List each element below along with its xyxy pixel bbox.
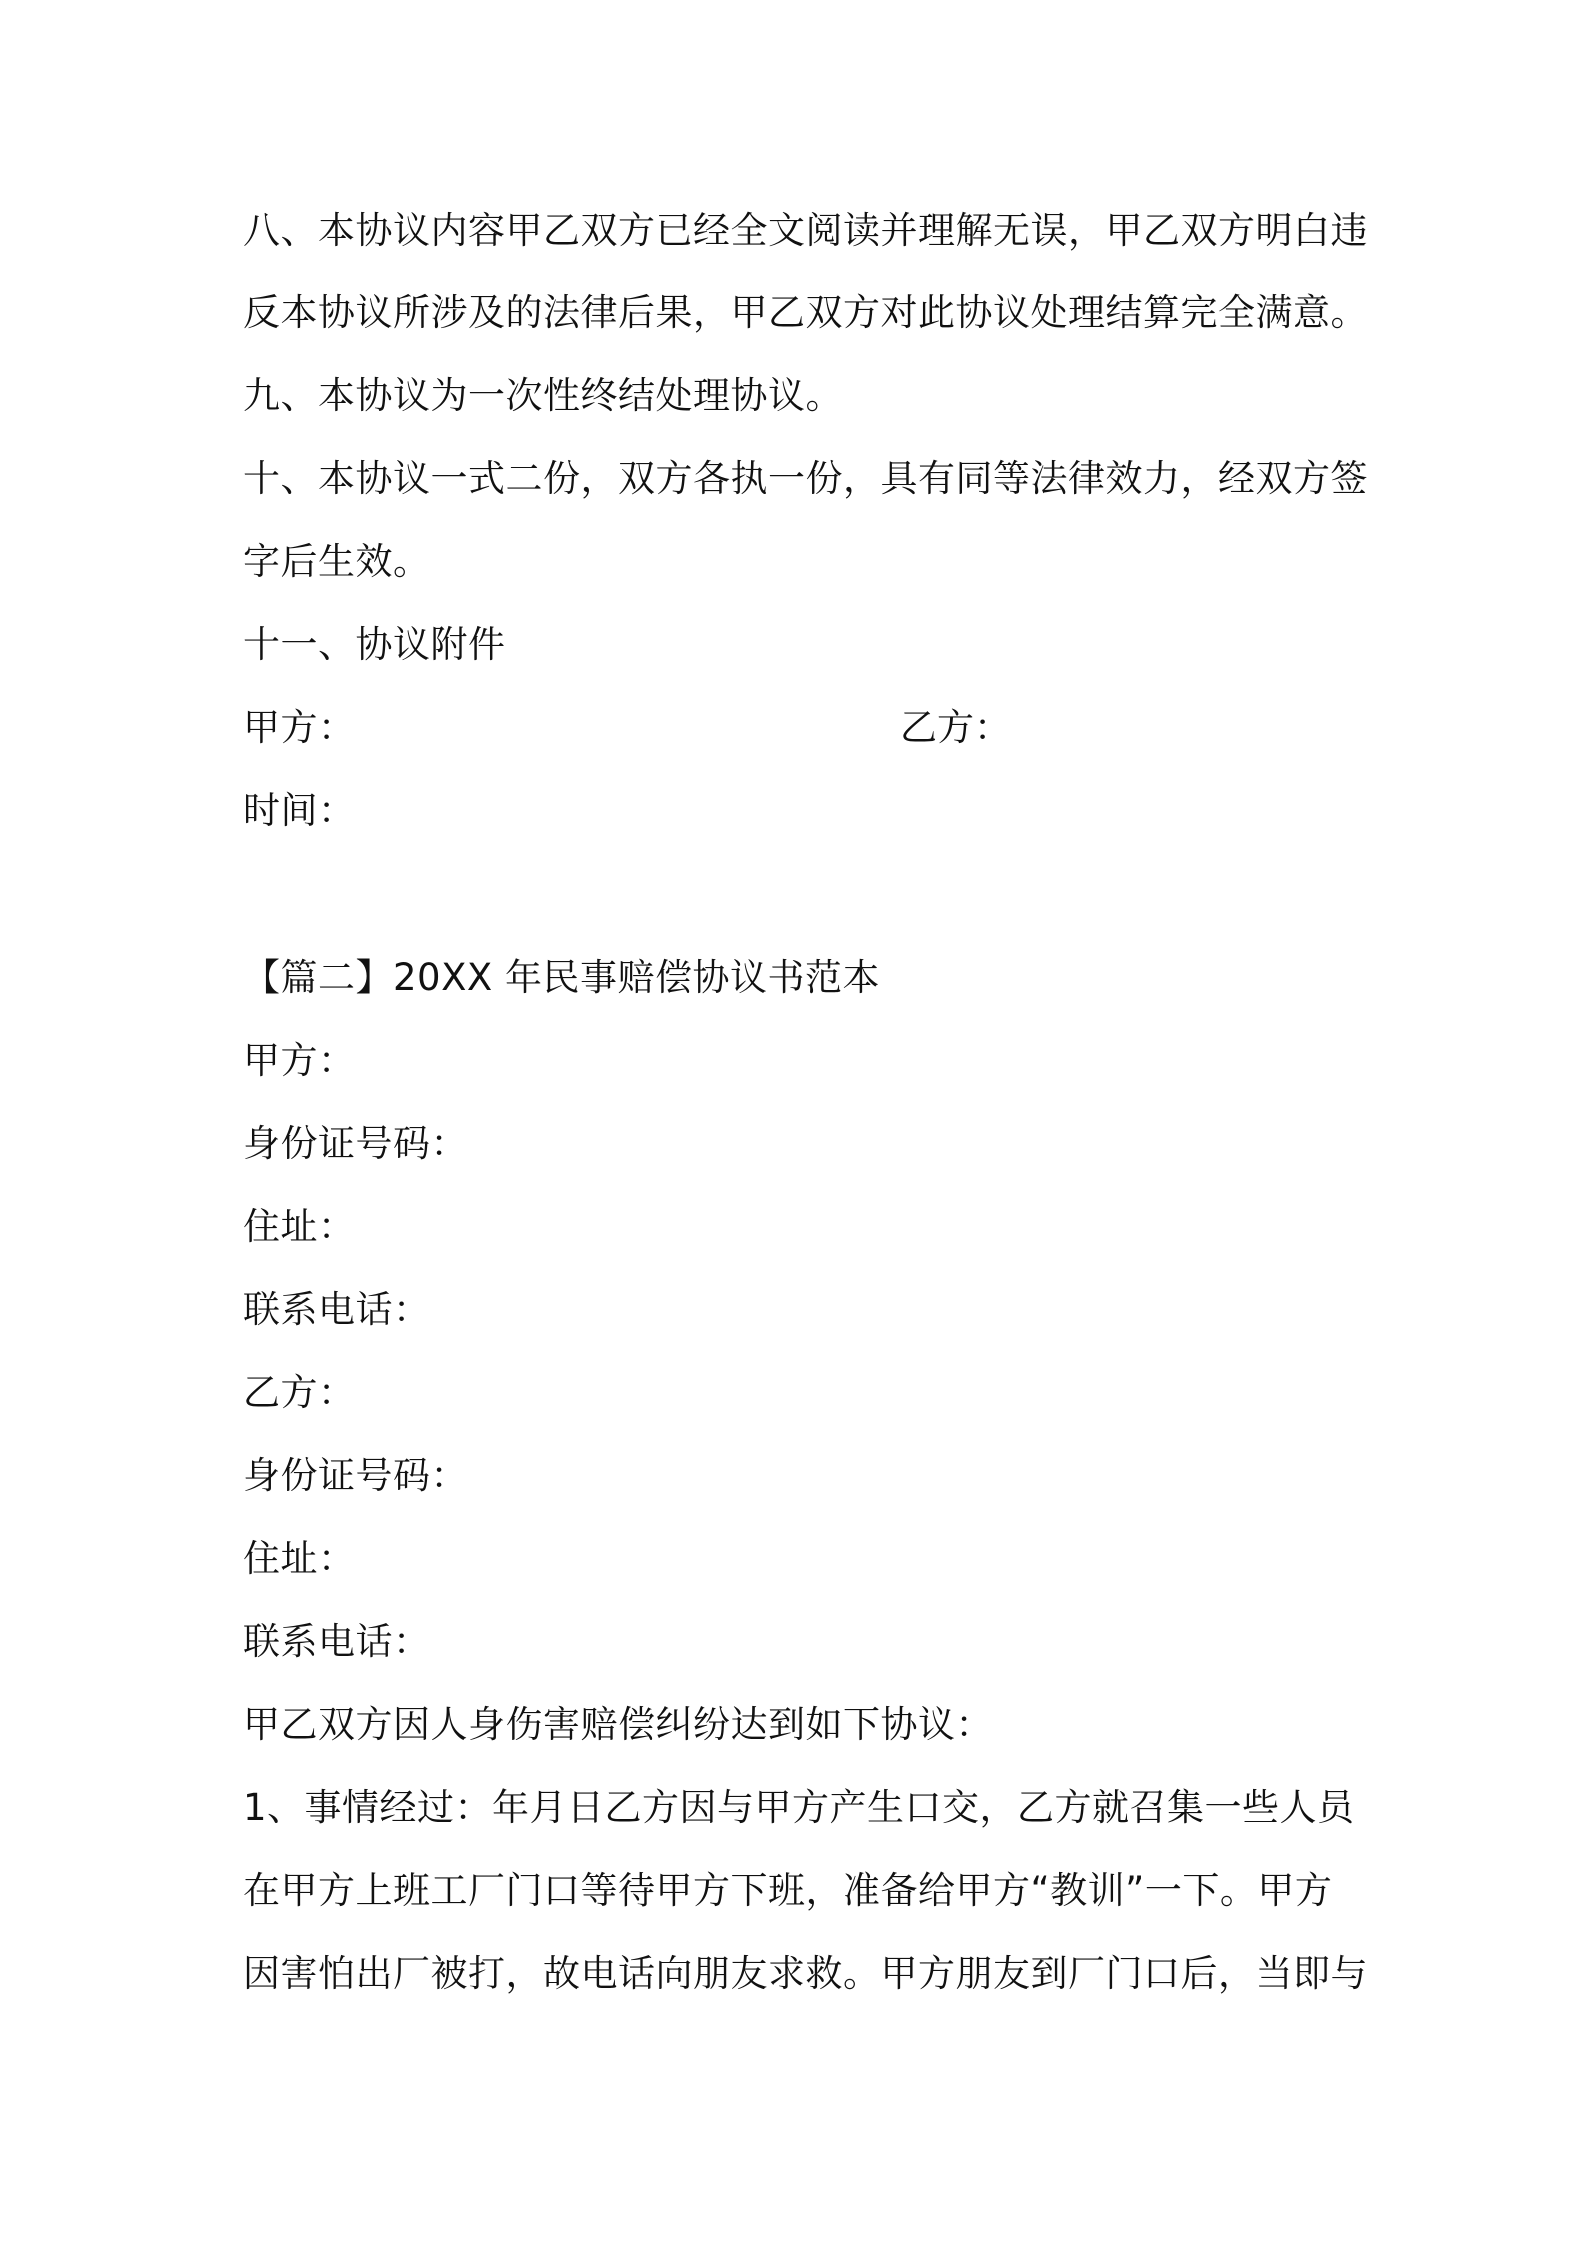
party-a-phone-label: 联系电话：: [243, 1288, 431, 1331]
clause-1-line-2: 在甲方上班工厂门口等待甲方下班，准备给甲方“教训”一下。甲方: [243, 1869, 1333, 1912]
section-title: 【篇二】20XX 年民事赔偿协议书范本: [243, 956, 881, 999]
clause-1-line-1: 1、事情经过：年月日乙方因与甲方产生口交，乙方就召集一些人员: [243, 1786, 1355, 1829]
clause-8-line-1: 八、本协议内容甲乙双方已经全文阅读并理解无误，甲乙双方明白违: [243, 209, 1368, 252]
clause-11: 十一、协议附件: [243, 623, 506, 666]
party-b-id-label: 身份证号码：: [243, 1454, 468, 1497]
party-a-label: 甲方：: [243, 1039, 356, 1082]
signature-time: 时间：: [243, 789, 356, 832]
signature-party-b: 乙方：: [900, 706, 1011, 749]
party-b-address-label: 住址：: [243, 1537, 356, 1580]
party-b-label: 乙方：: [243, 1371, 356, 1414]
clause-9: 九、本协议为一次性终结处理协议。: [243, 374, 843, 417]
signature-party-a: 甲方：: [243, 706, 356, 749]
clause-8-line-2: 反本协议所涉及的法律后果，甲乙双方对此协议处理结算完全满意。: [243, 291, 1368, 334]
party-a-address-label: 住址：: [243, 1205, 356, 1248]
party-b-phone-label: 联系电话：: [243, 1620, 431, 1663]
agreement-intro: 甲乙双方因人身伤害赔偿纠纷达到如下协议：: [243, 1703, 993, 1746]
clause-10-line-1: 十、本协议一式二份，双方各执一份，具有同等法律效力，经双方签: [243, 457, 1368, 500]
party-a-id-label: 身份证号码：: [243, 1122, 468, 1165]
clause-1-line-3: 因害怕出厂被打，故电话向朋友求救。甲方朋友到厂门口后，当即与: [243, 1952, 1368, 1995]
clause-10-line-2: 字后生效。: [243, 540, 431, 583]
